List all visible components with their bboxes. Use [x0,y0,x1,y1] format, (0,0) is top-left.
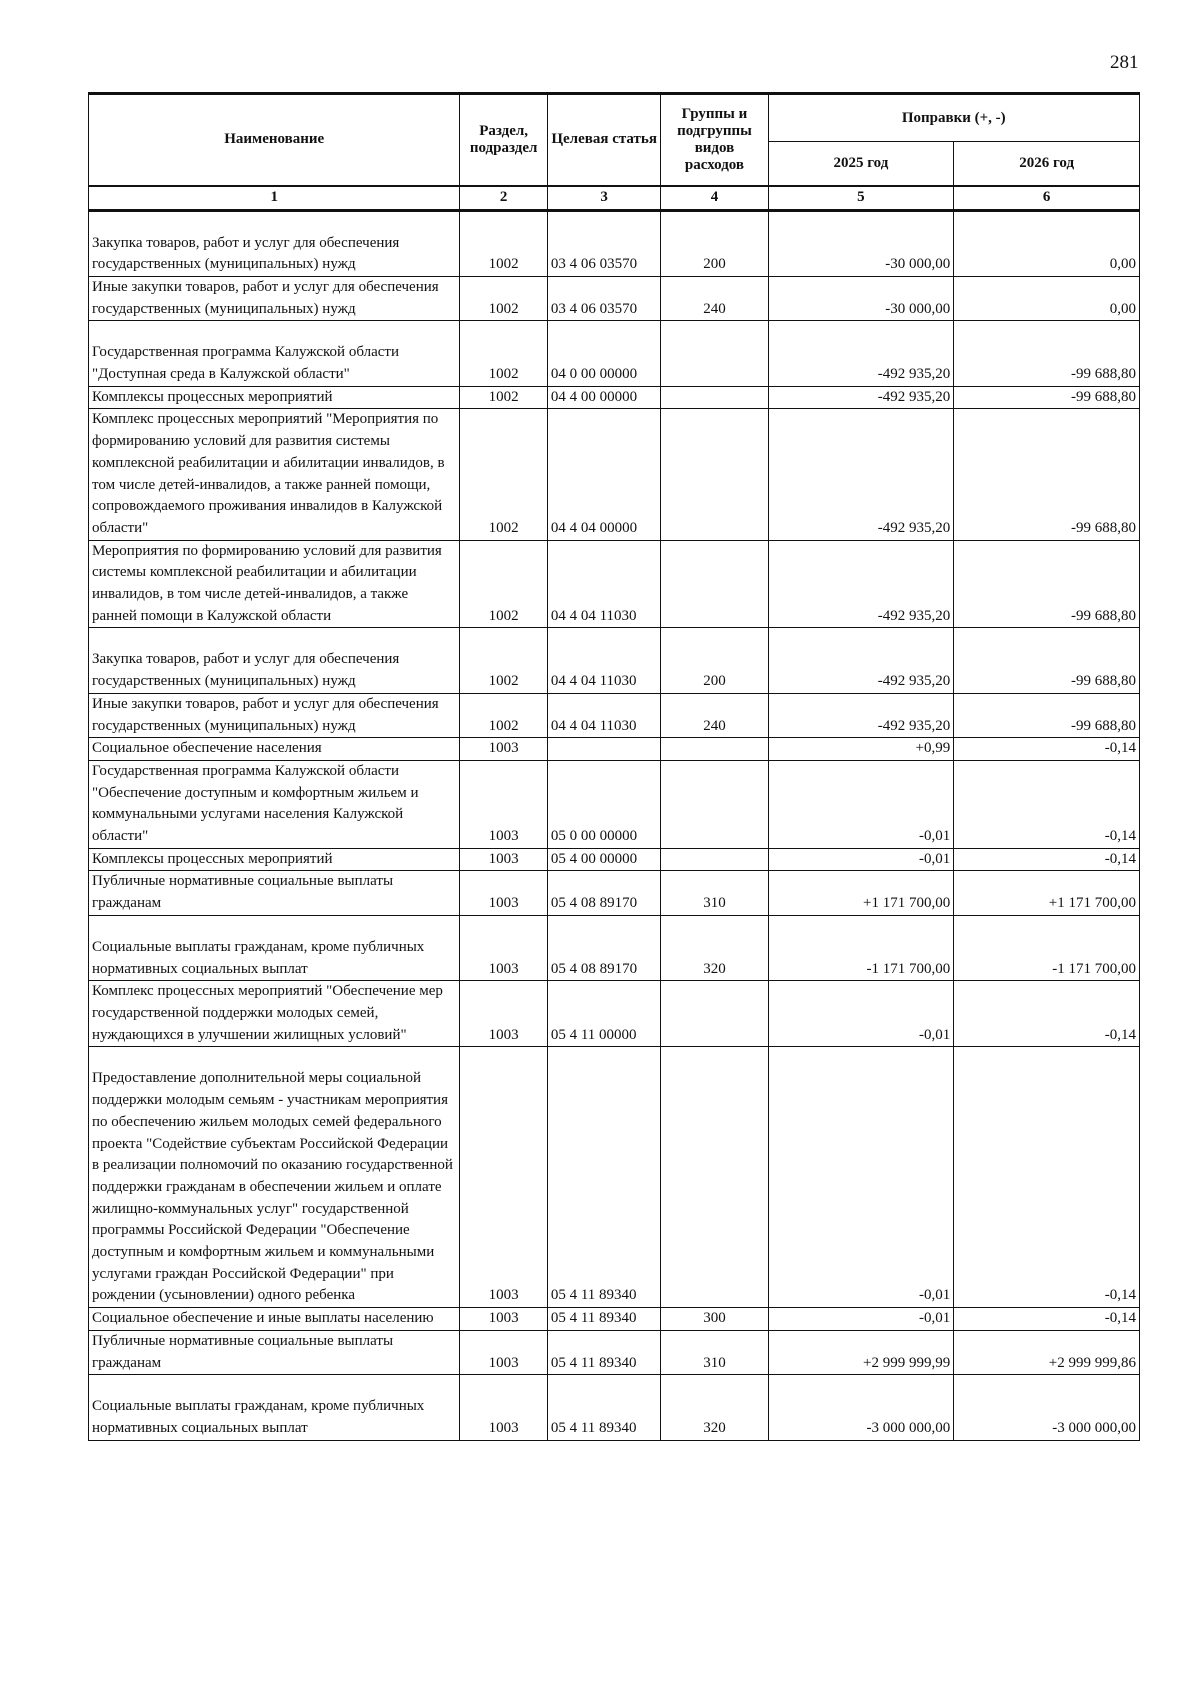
cell-target: 05 4 11 89340 [547,1047,661,1308]
cell-name: Закупка товаров, работ и услуг для обеспечения государственных (муниципальных) нужд [89,210,460,276]
cell-amount-2026: -99 688,80 [954,321,1140,386]
cell-group [661,540,768,628]
cell-amount-2026: -0,14 [954,1308,1140,1331]
cell-name: Комплексы процессных мероприятий [89,386,460,409]
cell-amount-2025: -0,01 [768,1308,954,1331]
cell-name: Социальное обеспечение населения [89,738,460,761]
table-row [89,321,1140,386]
col-number-4: 4 [661,186,768,211]
cell-amount-2026: -0,14 [954,760,1140,848]
cell-target: 04 4 04 11030 [547,540,661,628]
cell-amount-2025: -492 935,20 [768,386,954,409]
cell-amount-2025: -0,01 [768,981,954,1047]
cell-name: Закупка товаров, работ и услуг для обеспечения государственных (муниципальных) нужд [89,628,460,693]
table-row [89,981,1140,1047]
cell-group: 200 [661,210,768,276]
cell-section: 1003 [460,760,547,848]
cell-name: Публичные нормативные социальные выплаты гражданам [89,871,460,915]
cell-amount-2025: -0,01 [768,848,954,871]
cell-group [661,738,768,761]
cell-amount-2026: -99 688,80 [954,409,1140,540]
cell-amount-2025: -492 935,20 [768,321,954,386]
cell-section: 1002 [460,210,547,276]
cell-amount-2025: -0,01 [768,760,954,848]
header-year-2025: 2025 год [768,142,954,186]
cell-section: 1003 [460,1375,547,1440]
cell-amount-2026: -99 688,80 [954,540,1140,628]
table-row [89,628,1140,693]
table-row [89,1375,1140,1440]
header-amendments: Поправки (+, -) [768,94,1140,142]
cell-group: 320 [661,915,768,980]
cell-amount-2026: 0,00 [954,276,1140,320]
cell-name: Социальное обеспечение и иные выплаты населению [89,1308,460,1331]
cell-amount-2025: +0,99 [768,738,954,761]
col-number-1: 1 [89,186,460,211]
header-name: Наименование [89,94,460,186]
cell-amount-2026: -99 688,80 [954,386,1140,409]
cell-amount-2025: -3 000 000,00 [768,1375,954,1440]
cell-group: 240 [661,276,768,320]
table-row [89,760,1140,848]
cell-group: 240 [661,693,768,737]
cell-group [661,981,768,1047]
cell-name: Социальные выплаты гражданам, кроме публичных нормативных социальных выплат [89,1375,460,1440]
cell-target: 04 4 04 11030 [547,693,661,737]
cell-section: 1002 [460,628,547,693]
cell-name: Мероприятия по формированию условий для развития системы комплексной реабилитации и абилитации инвалидов, в том числе детей-инвалидов, а также ранней помощи в Калужской области [89,540,460,628]
table-row [89,1047,1140,1308]
cell-name: Иные закупки товаров, работ и услуг для обеспечения государственных (муниципальных) нужд [89,276,460,320]
cell-target: 05 4 11 89340 [547,1330,661,1374]
cell-section: 1002 [460,321,547,386]
cell-group: 320 [661,1375,768,1440]
cell-amount-2025: -30 000,00 [768,210,954,276]
cell-section: 1003 [460,871,547,915]
cell-amount-2026: -0,14 [954,848,1140,871]
cell-section: 1002 [460,693,547,737]
table-row [89,1330,1140,1374]
cell-section: 1002 [460,409,547,540]
cell-amount-2026: -1 171 700,00 [954,915,1140,980]
table-row [89,915,1140,980]
cell-amount-2025: -0,01 [768,1047,954,1308]
cell-group [661,1047,768,1308]
header-target: Целевая статья [547,94,661,186]
cell-group [661,386,768,409]
col-number-3: 3 [547,186,661,211]
cell-section: 1002 [460,276,547,320]
cell-amount-2026: +1 171 700,00 [954,871,1140,915]
cell-target: 04 4 04 00000 [547,409,661,540]
header-groups: Группы и подгруппы видов расходов [661,94,768,186]
table-row [89,540,1140,628]
cell-amount-2025: -492 935,20 [768,628,954,693]
cell-section: 1003 [460,981,547,1047]
cell-amount-2025: -30 000,00 [768,276,954,320]
cell-name: Государственная программа Калужской области "Обеспечение доступным и комфортным жильем и коммунальными услугами населения Калужской области" [89,760,460,848]
cell-target [547,738,661,761]
cell-amount-2025: -1 171 700,00 [768,915,954,980]
cell-group [661,760,768,848]
cell-section: 1003 [460,738,547,761]
cell-group: 300 [661,1308,768,1331]
cell-amount-2025: -492 935,20 [768,409,954,540]
table-row [89,738,1140,761]
table-row [89,848,1140,871]
cell-amount-2025: -492 935,20 [768,540,954,628]
cell-section: 1002 [460,540,547,628]
cell-name: Комплекс процессных мероприятий "Обеспечение мер государственной поддержки молодых семей, нуждающихся в улучшении жилищных условий" [89,981,460,1047]
table-row [89,210,1140,276]
cell-target: 03 4 06 03570 [547,276,661,320]
table-row [89,693,1140,737]
table-body [89,210,1140,1440]
table-row [89,386,1140,409]
cell-name: Комплексы процессных мероприятий [89,848,460,871]
cell-name: Иные закупки товаров, работ и услуг для обеспечения государственных (муниципальных) нужд [89,693,460,737]
cell-group [661,321,768,386]
cell-name: Публичные нормативные социальные выплаты гражданам [89,1330,460,1374]
cell-amount-2026: -0,14 [954,738,1140,761]
cell-section: 1003 [460,1047,547,1308]
cell-target: 03 4 06 03570 [547,210,661,276]
cell-section: 1003 [460,848,547,871]
col-number-2: 2 [460,186,547,211]
cell-amount-2026: -0,14 [954,1047,1140,1308]
cell-target: 05 4 11 89340 [547,1308,661,1331]
cell-target: 05 4 08 89170 [547,915,661,980]
cell-amount-2025: +1 171 700,00 [768,871,954,915]
cell-target: 05 4 00 00000 [547,848,661,871]
cell-target: 04 0 00 00000 [547,321,661,386]
cell-name: Социальные выплаты гражданам, кроме публичных нормативных социальных выплат [89,915,460,980]
cell-target: 05 0 00 00000 [547,760,661,848]
table-row [89,409,1140,540]
cell-group: 200 [661,628,768,693]
cell-section: 1003 [460,1330,547,1374]
cell-group [661,848,768,871]
cell-target: 05 4 11 00000 [547,981,661,1047]
cell-amount-2026: -0,14 [954,981,1140,1047]
cell-target: 04 4 00 00000 [547,386,661,409]
cell-section: 1002 [460,386,547,409]
cell-name: Предоставление дополнительной меры социальной поддержки молодым семьям - участникам мероприятия по обеспечению жильем молодых семей федерального проекта "Содействие субъектам Российской Федерации в реализации полномочий по оказанию государственной поддержки гражданам в обеспечении жильем и оплате жилищно-коммунальных услуг" государственной программы Российской Федерации "Обеспечение доступным и комфортным жильем и коммунальными услугами граждан Российской Федерации" при рождении (усыновлении) одного ребенка [89,1047,460,1308]
col-number-5: 5 [768,186,954,211]
col-number-6: 6 [954,186,1140,211]
table-row [89,276,1140,320]
cell-amount-2026: -99 688,80 [954,628,1140,693]
cell-target: 04 4 04 11030 [547,628,661,693]
cell-name: Государственная программа Калужской области "Доступная среда в Калужской области" [89,321,460,386]
table-row [89,871,1140,915]
header-year-2026: 2026 год [954,142,1140,186]
cell-amount-2026: 0,00 [954,210,1140,276]
page-number: 281 [1110,52,1139,73]
cell-name: Комплекс процессных мероприятий "Мероприятия по формированию условий для развития системы комплексной реабилитации и абилитации инвалидов, в том числе детей-инвалидов, а также ранней помощи, сопровождаемого проживания инвалидов в Калужской области" [89,409,460,540]
budget-amendments-table [88,92,1140,1441]
cell-group: 310 [661,1330,768,1374]
cell-section: 1003 [460,915,547,980]
header-section: Раздел, подраздел [460,94,547,186]
cell-amount-2026: +2 999 999,86 [954,1330,1140,1374]
cell-amount-2026: -3 000 000,00 [954,1375,1140,1440]
cell-target: 05 4 11 89340 [547,1375,661,1440]
cell-amount-2026: -99 688,80 [954,693,1140,737]
cell-target: 05 4 08 89170 [547,871,661,915]
cell-section: 1003 [460,1308,547,1331]
cell-group: 310 [661,871,768,915]
cell-group [661,409,768,540]
table-row [89,1308,1140,1331]
cell-amount-2025: +2 999 999,99 [768,1330,954,1374]
cell-amount-2025: -492 935,20 [768,693,954,737]
